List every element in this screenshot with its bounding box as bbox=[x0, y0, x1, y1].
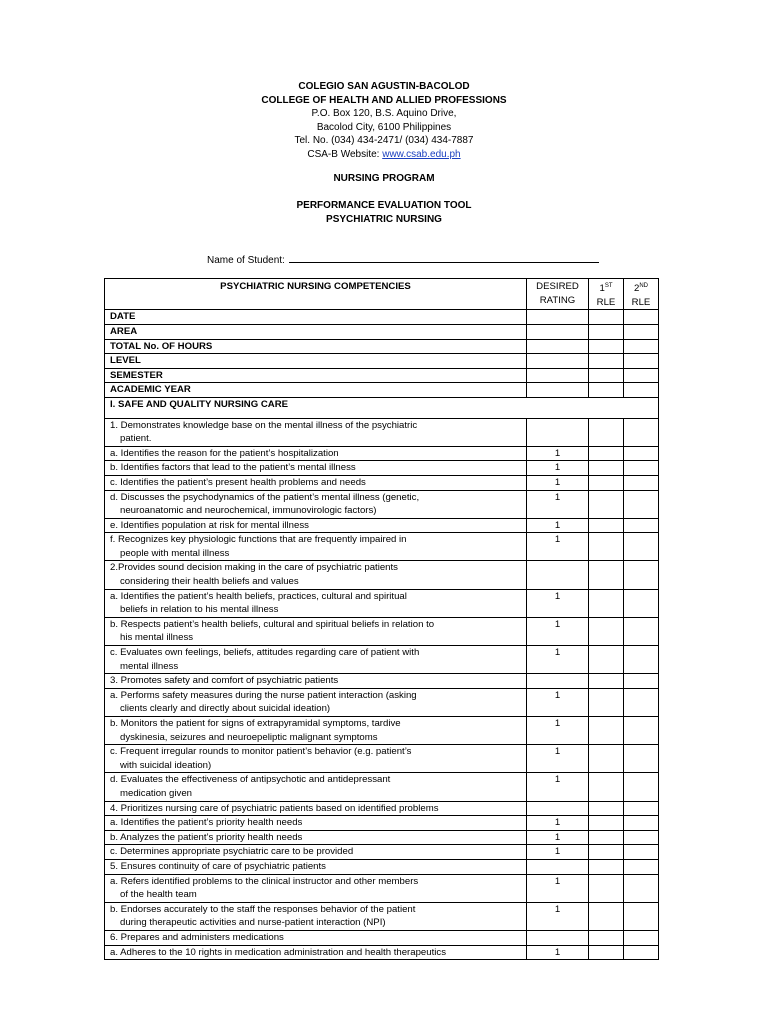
competency-row bbox=[105, 930, 659, 945]
competency-row bbox=[105, 617, 659, 645]
rle1-cell[interactable] bbox=[589, 589, 624, 617]
competency-line-cont: with suicidal ideation) bbox=[120, 759, 212, 771]
competency-text bbox=[105, 589, 527, 617]
competency-line: a. Identifies the patient’s priority health needs bbox=[110, 817, 303, 829]
rle1-cell[interactable] bbox=[589, 845, 624, 860]
competency-line: c. Determines appropriate psychiatric care to be provided bbox=[110, 846, 354, 858]
competency-row bbox=[105, 717, 659, 745]
competency-line-cont: medication given bbox=[120, 787, 192, 799]
competency-line: 5. Ensures continuity of care of psychiatric patients bbox=[110, 860, 326, 872]
rle1-cell[interactable] bbox=[589, 830, 624, 845]
desired-rating-cell bbox=[527, 859, 589, 874]
rle2-cell[interactable] bbox=[624, 383, 659, 398]
evaluation-table bbox=[104, 278, 659, 960]
competency-line: c. Evaluates own feelings, beliefs, attitudes regarding care of patient with bbox=[110, 647, 420, 659]
desired-rating-cell: 1 bbox=[527, 475, 589, 490]
rle2-cell[interactable] bbox=[624, 859, 659, 874]
competency-row bbox=[105, 830, 659, 845]
info-row bbox=[105, 383, 659, 398]
competency-row bbox=[105, 874, 659, 902]
rle2-cell[interactable] bbox=[624, 816, 659, 831]
competency-line: a. Identifies the patient’s health beliefs, practices, cultural and spiritual bbox=[110, 590, 407, 602]
rle1-cell[interactable] bbox=[589, 310, 624, 325]
competency-line-cont: patient. bbox=[120, 433, 152, 445]
desired-rating-cell: 1 bbox=[527, 490, 589, 518]
desired-rating-cell: 1 bbox=[527, 945, 589, 960]
desired-rating-cell[interactable] bbox=[527, 368, 589, 383]
rle2-cell[interactable] bbox=[624, 902, 659, 930]
telephone: Tel. No. (034) 434-2471/ (034) 434-7887 bbox=[294, 135, 474, 146]
competency-text bbox=[105, 773, 527, 801]
college-name: COLLEGE OF HEALTH AND ALLIED PROFESSIONS bbox=[261, 94, 507, 106]
competency-line: b. Endorses accurately to the staff the responses behavior of the patient bbox=[110, 903, 416, 915]
rle1-cell[interactable] bbox=[589, 561, 624, 589]
rle2-cell[interactable] bbox=[624, 845, 659, 860]
rle2-cell[interactable] bbox=[624, 490, 659, 518]
competency-line-cont: his mental illness bbox=[120, 632, 194, 644]
competency-row bbox=[105, 801, 659, 816]
competency-text bbox=[105, 902, 527, 930]
competency-line-cont: mental illness bbox=[120, 660, 179, 672]
desired-rating-cell: 1 bbox=[527, 773, 589, 801]
competency-line: d. Evaluates the effectiveness of antipsychotic and antidepressant bbox=[110, 774, 391, 786]
desired-rating-cell: 1 bbox=[527, 446, 589, 461]
info-row-label: LEVEL bbox=[105, 354, 527, 369]
competency-row bbox=[105, 561, 659, 589]
rle1-cell[interactable] bbox=[589, 930, 624, 945]
rle1-cell[interactable] bbox=[589, 801, 624, 816]
rle2-cell[interactable] bbox=[624, 945, 659, 960]
desired-rating-cell bbox=[527, 930, 589, 945]
desired-rating-cell: 1 bbox=[527, 533, 589, 561]
rle1-cell[interactable] bbox=[589, 646, 624, 674]
competency-line: a. Performs safety measures during the nurse patient interaction (asking bbox=[110, 689, 417, 701]
competency-text bbox=[105, 617, 527, 645]
competency-text bbox=[105, 859, 527, 874]
competency-text bbox=[105, 930, 527, 945]
competency-line: b. Identifies factors that lead to the patient’s mental illness bbox=[110, 462, 356, 474]
rle2-cell[interactable] bbox=[624, 418, 659, 446]
rle2-cell[interactable] bbox=[624, 830, 659, 845]
desired-rating-header: DESIRED RATING bbox=[527, 279, 589, 310]
desired-rating-cell: 1 bbox=[527, 688, 589, 716]
competency-text bbox=[105, 490, 527, 518]
competency-text bbox=[105, 475, 527, 490]
rle2-cell[interactable] bbox=[624, 801, 659, 816]
info-row-label: DATE bbox=[105, 310, 527, 325]
competency-text bbox=[105, 945, 527, 960]
desired-rating-cell bbox=[527, 561, 589, 589]
competency-text bbox=[105, 561, 527, 589]
competency-text bbox=[105, 874, 527, 902]
info-row-label: ACADEMIC YEAR bbox=[105, 383, 527, 398]
competency-line-cont: neuroanatomic and neurochemical, immunovirologic factors) bbox=[120, 505, 377, 517]
desired-rating-cell: 1 bbox=[527, 589, 589, 617]
desired-rating-cell: 1 bbox=[527, 646, 589, 674]
rle1-cell[interactable] bbox=[589, 354, 624, 369]
rle2-cell[interactable] bbox=[624, 930, 659, 945]
desired-rating-cell[interactable] bbox=[527, 383, 589, 398]
rle2-cell[interactable] bbox=[624, 745, 659, 773]
address-line-2: Bacolod City, 6100 Philippines bbox=[316, 121, 452, 133]
student-name-field bbox=[207, 252, 599, 266]
competency-line: 2.Provides sound decision making in the care of psychiatric patients bbox=[110, 562, 398, 574]
info-row bbox=[105, 368, 659, 383]
rle1-cell[interactable] bbox=[589, 461, 624, 476]
document-header bbox=[0, 80, 768, 161]
rle1-cell[interactable] bbox=[589, 945, 624, 960]
rle1-cell[interactable] bbox=[589, 383, 624, 398]
competency-line-cont: during therapeutic activities and nurse-patient interaction (NPI) bbox=[120, 917, 386, 929]
competency-row bbox=[105, 674, 659, 689]
competency-line: c. Frequent irregular rounds to monitor patient’s behavior (e.g. patient’s bbox=[110, 746, 412, 758]
student-name-line[interactable] bbox=[289, 252, 599, 263]
info-row bbox=[105, 324, 659, 339]
rle2-cell[interactable] bbox=[624, 446, 659, 461]
competency-line-cont: considering their health beliefs and values bbox=[120, 576, 299, 588]
competency-row bbox=[105, 688, 659, 716]
tool-title: PERFORMANCE EVALUATION TOOL bbox=[296, 200, 472, 211]
desired-rating-cell: 1 bbox=[527, 461, 589, 476]
competencies-header: PSYCHIATRIC NURSING COMPETENCIES bbox=[105, 279, 527, 310]
info-row-label: TOTAL No. OF HOURS bbox=[105, 339, 527, 354]
website-line bbox=[0, 148, 768, 162]
rle1-cell[interactable] bbox=[589, 418, 624, 446]
rle2-cell[interactable] bbox=[624, 354, 659, 369]
competency-line: a. Adheres to the 10 rights in medication administration and health therapeutics bbox=[110, 946, 446, 958]
competency-row bbox=[105, 518, 659, 533]
desired-rating-cell[interactable] bbox=[527, 339, 589, 354]
rle2-cell[interactable] bbox=[624, 461, 659, 476]
competency-line: a. Identifies the reason for the patient’s hospitalization bbox=[110, 447, 339, 459]
rle1-cell[interactable] bbox=[589, 859, 624, 874]
rle1-header: 1ST RLE bbox=[589, 279, 624, 310]
info-row-label: SEMESTER bbox=[105, 368, 527, 383]
competency-text bbox=[105, 745, 527, 773]
desired-rating-cell[interactable] bbox=[527, 310, 589, 325]
competency-text bbox=[105, 646, 527, 674]
rle2-cell[interactable] bbox=[624, 617, 659, 645]
rle1-cell[interactable] bbox=[589, 490, 624, 518]
info-row bbox=[105, 339, 659, 354]
competency-text bbox=[105, 446, 527, 461]
rle2-cell[interactable] bbox=[624, 688, 659, 716]
section-title: I. SAFE AND QUALITY NURSING CARE bbox=[105, 397, 659, 418]
competency-line-cont: dyskinesia, seizures and neuroepeliptic malignant symptoms bbox=[120, 731, 378, 743]
desired-rating-cell bbox=[527, 674, 589, 689]
rle1-cell[interactable] bbox=[589, 475, 624, 490]
competency-text bbox=[105, 418, 527, 446]
desired-rating-cell: 1 bbox=[527, 874, 589, 902]
competency-text bbox=[105, 518, 527, 533]
desired-rating-cell: 1 bbox=[527, 617, 589, 645]
competency-line-cont: people with mental illness bbox=[120, 547, 230, 559]
rle2-cell[interactable] bbox=[624, 368, 659, 383]
competency-row bbox=[105, 902, 659, 930]
desired-rating-cell: 1 bbox=[527, 745, 589, 773]
desired-rating-cell: 1 bbox=[527, 816, 589, 831]
rle2-cell[interactable] bbox=[624, 518, 659, 533]
competency-line: b. Monitors the patient for signs of extrapyramidal symptoms, tardive bbox=[110, 718, 401, 729]
rle2-cell[interactable] bbox=[624, 674, 659, 689]
competency-row bbox=[105, 845, 659, 860]
table-header-row bbox=[105, 279, 659, 310]
rle1-cell[interactable] bbox=[589, 816, 624, 831]
competency-line: 4. Prioritizes nursing care of psychiatric patients based on identified problems bbox=[110, 802, 439, 814]
info-row bbox=[105, 310, 659, 325]
desired-rating-cell: 1 bbox=[527, 717, 589, 745]
rle1-cell[interactable] bbox=[589, 902, 624, 930]
rle1-cell[interactable] bbox=[589, 674, 624, 689]
competency-line: b. Analyzes the patient’s priority health needs bbox=[110, 831, 303, 843]
competency-line: b. Respects patient’s health beliefs, cultural and spiritual beliefs in relation to bbox=[110, 618, 435, 630]
competency-row bbox=[105, 533, 659, 561]
student-name-label: Name of Student: bbox=[207, 255, 285, 266]
desired-rating-cell bbox=[527, 801, 589, 816]
rle1-cell[interactable] bbox=[589, 874, 624, 902]
rle2-cell[interactable] bbox=[624, 773, 659, 801]
competency-text bbox=[105, 674, 527, 689]
competency-text bbox=[105, 845, 527, 860]
competency-line-cont: of the health team bbox=[120, 889, 197, 901]
info-row-label: AREA bbox=[105, 324, 527, 339]
competency-line: 6. Prepares and administers medications bbox=[110, 931, 284, 943]
info-row bbox=[105, 354, 659, 369]
rle2-header: 2ND RLE bbox=[624, 279, 659, 310]
competency-line: 1. Demonstrates knowledge base on the mental illness of the psychiatric bbox=[110, 419, 418, 431]
rle1-cell[interactable] bbox=[589, 533, 624, 561]
desired-rating-cell[interactable] bbox=[527, 324, 589, 339]
competency-text bbox=[105, 830, 527, 845]
competency-line: d. Discusses the psychodynamics of the patient’s mental illness (genetic, bbox=[110, 491, 420, 503]
competency-text bbox=[105, 461, 527, 476]
desired-rating-cell: 1 bbox=[527, 518, 589, 533]
desired-rating-cell: 1 bbox=[527, 902, 589, 930]
competency-line: e. Identifies population at risk for mental illness bbox=[110, 519, 309, 531]
rle1-cell[interactable] bbox=[589, 688, 624, 716]
desired-rating-cell: 1 bbox=[527, 830, 589, 845]
competency-row bbox=[105, 461, 659, 476]
competency-text bbox=[105, 717, 527, 745]
competency-text bbox=[105, 816, 527, 831]
school-name: COLEGIO SAN AGUSTIN-BACOLOD bbox=[298, 81, 470, 92]
website-label: CSA-B Website: bbox=[307, 148, 383, 160]
competency-row bbox=[105, 945, 659, 960]
competency-text bbox=[105, 801, 527, 816]
competency-row bbox=[105, 773, 659, 801]
program-title: NURSING PROGRAM bbox=[333, 173, 435, 184]
competency-line-cont: beliefs in relation to his mental illness bbox=[120, 604, 279, 616]
desired-rating-cell: 1 bbox=[527, 845, 589, 860]
tool-subtitle: PSYCHIATRIC NURSING bbox=[326, 213, 442, 225]
rle1-cell[interactable] bbox=[589, 745, 624, 773]
rle2-cell[interactable] bbox=[624, 310, 659, 325]
competency-row bbox=[105, 589, 659, 617]
address-line-1: P.O. Box 120, B.S. Aquino Drive, bbox=[311, 108, 457, 119]
competency-row bbox=[105, 490, 659, 518]
rle1-cell[interactable] bbox=[589, 518, 624, 533]
competency-line: 3. Promotes safety and comfort of psychiatric patients bbox=[110, 675, 339, 687]
competency-text bbox=[105, 533, 527, 561]
rle1-cell[interactable] bbox=[589, 773, 624, 801]
rle1-cell[interactable] bbox=[589, 324, 624, 339]
competency-line-cont: clients clearly and directly about suicidal ideation) bbox=[120, 703, 331, 715]
rle1-cell[interactable] bbox=[589, 617, 624, 645]
competency-row bbox=[105, 446, 659, 461]
competency-line: f. Recognizes key physiologic functions that are frequently impaired in bbox=[110, 534, 407, 546]
rle2-cell[interactable] bbox=[624, 717, 659, 745]
rle2-cell[interactable] bbox=[624, 874, 659, 902]
rle2-cell[interactable] bbox=[624, 646, 659, 674]
rle2-cell[interactable] bbox=[624, 589, 659, 617]
rle2-cell[interactable] bbox=[624, 561, 659, 589]
website-link[interactable]: www.csab.edu.ph bbox=[382, 148, 461, 160]
section-row bbox=[105, 397, 659, 418]
rle2-cell[interactable] bbox=[624, 324, 659, 339]
competency-row bbox=[105, 745, 659, 773]
rle1-cell[interactable] bbox=[589, 368, 624, 383]
competency-row bbox=[105, 816, 659, 831]
desired-rating-cell bbox=[527, 418, 589, 446]
competency-row bbox=[105, 859, 659, 874]
desired-rating-cell[interactable] bbox=[527, 354, 589, 369]
competency-row bbox=[105, 475, 659, 490]
competency-row bbox=[105, 418, 659, 446]
rle1-cell[interactable] bbox=[589, 717, 624, 745]
competency-row bbox=[105, 646, 659, 674]
competency-line: a. Refers identified problems to the clinical instructor and other members bbox=[110, 875, 419, 887]
rle2-cell[interactable] bbox=[624, 475, 659, 490]
rle2-cell[interactable] bbox=[624, 339, 659, 354]
rle1-cell[interactable] bbox=[589, 339, 624, 354]
rle1-cell[interactable] bbox=[589, 446, 624, 461]
competency-text bbox=[105, 688, 527, 716]
competency-line: c. Identifies the patient’s present health problems and needs bbox=[110, 476, 366, 488]
rle2-cell[interactable] bbox=[624, 533, 659, 561]
